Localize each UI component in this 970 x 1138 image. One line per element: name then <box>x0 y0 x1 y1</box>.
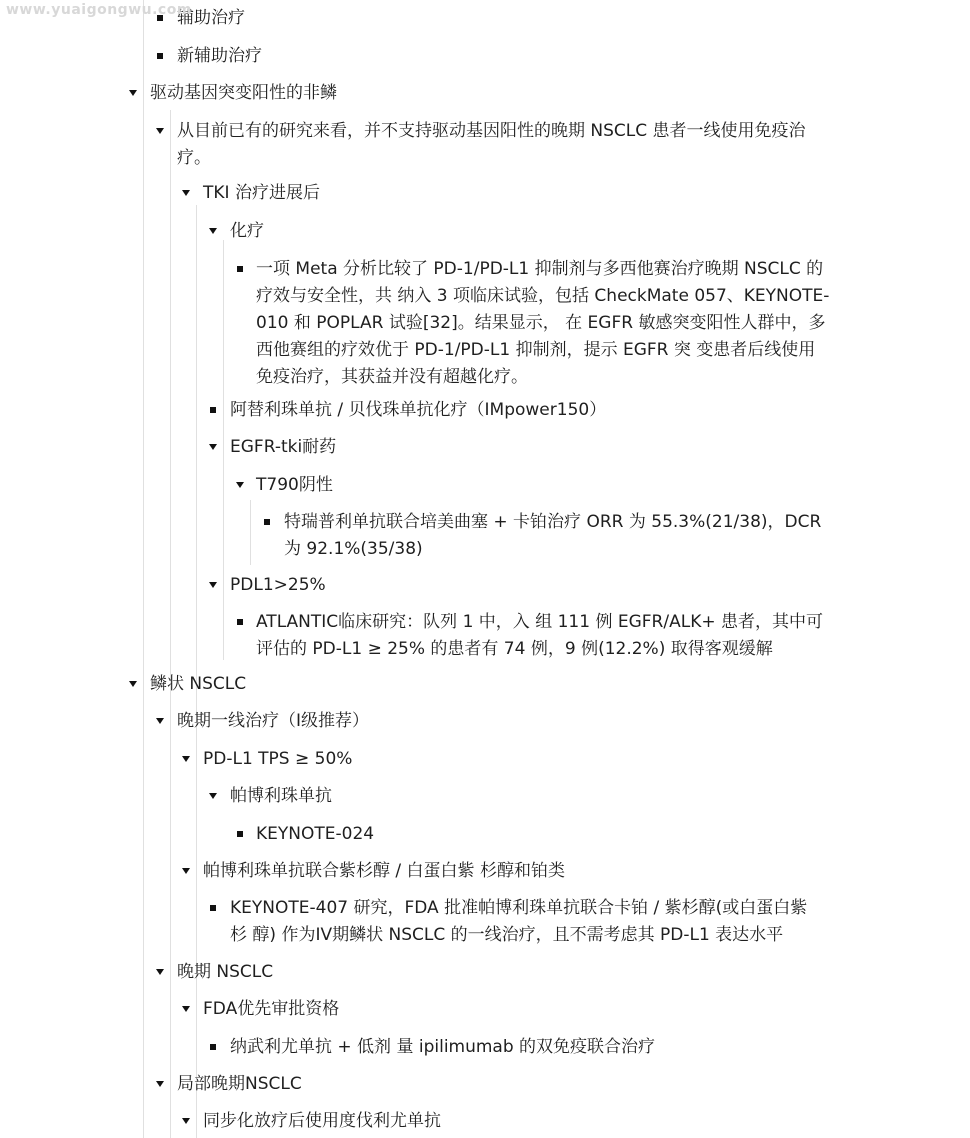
bullet-square-icon <box>233 609 247 635</box>
indent-guide-line <box>250 500 251 565</box>
outline-item-text: 晚期 NSCLC <box>177 962 274 982</box>
collapse-toggle-icon[interactable] <box>153 959 167 985</box>
triangle-down-icon <box>156 718 164 724</box>
triangle-down-icon <box>156 969 164 975</box>
triangle-down-icon <box>209 793 217 799</box>
outline-item-text: 一项 Meta 分析比较了 PD-1/PD-L1 抑制剂与多西他赛治疗晚期 NSCLC 的 <box>256 259 824 279</box>
triangle-down-icon <box>129 681 137 687</box>
outline-item-text: ATLANTIC临床研究：队列 1 中，入 组 111 例 EGFR/ALK+ 患者，其中可 <box>256 612 823 632</box>
bullet-square-icon <box>233 256 247 282</box>
triangle-down-icon <box>182 868 190 874</box>
bullet-square-icon <box>206 895 220 921</box>
outline-item-text: EGFR-tki耐药 <box>230 437 337 457</box>
square-bullet-icon <box>237 831 243 837</box>
bullet-square-icon <box>206 1034 220 1060</box>
outline-item-text: 010 和 POPLAR 试验[32]。结果显示， 在 EGFR 敏感突变阳性人群中，多 <box>256 313 826 333</box>
collapse-toggle-icon[interactable] <box>153 708 167 734</box>
collapse-toggle-icon[interactable] <box>179 746 193 772</box>
outline-item-text: TKI 治疗进展后 <box>203 183 320 203</box>
triangle-down-icon <box>209 228 217 234</box>
outline-item-text: 疗效与安全性，共 纳入 3 项临床试验，包括 CheckMate 057、KEYNOTE- <box>256 286 830 306</box>
outline-item-text: 疗。 <box>177 148 211 168</box>
outline-item-text: 为 92.1%(35/38) <box>284 539 423 559</box>
collapse-toggle-icon[interactable] <box>179 1108 193 1134</box>
outline-item-text: 帕博利珠单抗联合紫杉醇 / 白蛋白紫 杉醇和铂类 <box>203 861 565 881</box>
indent-guide-line <box>143 0 144 1138</box>
collapse-toggle-icon[interactable] <box>126 80 140 106</box>
outline-item-text: FDA优先审批资格 <box>203 999 340 1019</box>
outline-item-text: 从目前已有的研究来看，并不支持驱动基因阳性的晚期 NSCLC 患者一线使用免疫治 <box>177 121 806 141</box>
outline-item-text: 化疗 <box>230 221 264 241</box>
outline-item-text: 西他赛组的疗效优于 PD-1/PD-L1 抑制剂，提示 EGFR 突 变患者后线使用 <box>256 340 816 360</box>
outline-item-text: 纳武利尤单抗 + 低剂 量 ipilimumab 的双免疫联合治疗 <box>230 1037 656 1057</box>
bullet-square-icon <box>260 509 274 535</box>
square-bullet-icon <box>210 905 216 911</box>
collapse-toggle-icon[interactable] <box>206 434 220 460</box>
outline-item-text: 新辅助治疗 <box>177 46 262 66</box>
triangle-down-icon <box>236 482 244 488</box>
outline-item-text: 帕博利珠单抗 <box>230 786 332 806</box>
outline-item-text: KEYNOTE-024 <box>256 824 375 844</box>
bullet-square-icon <box>153 43 167 69</box>
collapse-toggle-icon[interactable] <box>206 572 220 598</box>
indent-guide-line <box>223 240 224 660</box>
collapse-toggle-icon[interactable] <box>233 472 247 498</box>
collapse-toggle-icon[interactable] <box>206 783 220 809</box>
collapse-toggle-icon[interactable] <box>206 218 220 244</box>
outline-item-text: 评估的 PD-L1 ≥ 25% 的患者有 74 例，9 例(12.2%) 取得客观缓解 <box>256 639 773 659</box>
square-bullet-icon <box>210 407 216 413</box>
outline-item-text: 局部晚期NSCLC <box>177 1074 302 1094</box>
square-bullet-icon <box>210 1044 216 1050</box>
outline-item-text: 驱动基因突变阳性的非鳞 <box>150 83 337 103</box>
square-bullet-icon <box>237 619 243 625</box>
triangle-down-icon <box>182 190 190 196</box>
triangle-down-icon <box>182 1118 190 1124</box>
outline-item-text: PD-L1 TPS ≥ 50% <box>203 749 353 769</box>
triangle-down-icon <box>156 128 164 134</box>
outline-item-text: 阿替利珠单抗 / 贝伐珠单抗化疗（IMpower150） <box>230 400 607 420</box>
triangle-down-icon <box>156 1081 164 1087</box>
square-bullet-icon <box>237 266 243 272</box>
outline-item-text: T790阴性 <box>256 475 333 495</box>
collapse-toggle-icon[interactable] <box>179 858 193 884</box>
bullet-square-icon <box>206 397 220 423</box>
collapse-toggle-icon[interactable] <box>153 118 167 144</box>
outline-item-text: 杉 醇) 作为IV期鳞状 NSCLC 的一线治疗，且不需考虑其 PD-L1 表达水平 <box>230 925 784 945</box>
indent-guide-line <box>170 110 171 1138</box>
outline-item-text: 辅助治疗 <box>177 8 245 28</box>
collapse-toggle-icon[interactable] <box>179 996 193 1022</box>
bullet-square-icon <box>233 821 247 847</box>
outline-item-text: 晚期一线治疗（I级推荐） <box>177 711 370 731</box>
triangle-down-icon <box>209 444 217 450</box>
triangle-down-icon <box>182 756 190 762</box>
triangle-down-icon <box>209 582 217 588</box>
outline-item-text: 特瑞普利单抗联合培美曲塞 + 卡铂治疗 ORR 为 55.3%(21/38)，DCR <box>284 512 822 532</box>
outline-item-text: PDL1>25% <box>230 575 326 595</box>
outline-item-text: KEYNOTE-407 研究，FDA 批准帕博利珠单抗联合卡铂 / 紫杉醇(或白蛋白紫 <box>230 898 808 918</box>
outline-item-text: 免疫治疗，其获益并没有超越化疗。 <box>256 367 528 387</box>
square-bullet-icon <box>264 519 270 525</box>
collapse-toggle-icon[interactable] <box>126 671 140 697</box>
collapse-toggle-icon[interactable] <box>153 1071 167 1097</box>
triangle-down-icon <box>129 90 137 96</box>
square-bullet-icon <box>157 53 163 59</box>
outline-item-text: 鳞状 NSCLC <box>150 674 247 694</box>
outline-item-text: 同步化放疗后使用度伐利尤单抗 <box>203 1111 441 1131</box>
triangle-down-icon <box>182 1006 190 1012</box>
collapse-toggle-icon[interactable] <box>179 180 193 206</box>
watermark-text: www.yuaigongwu.com <box>6 2 192 18</box>
